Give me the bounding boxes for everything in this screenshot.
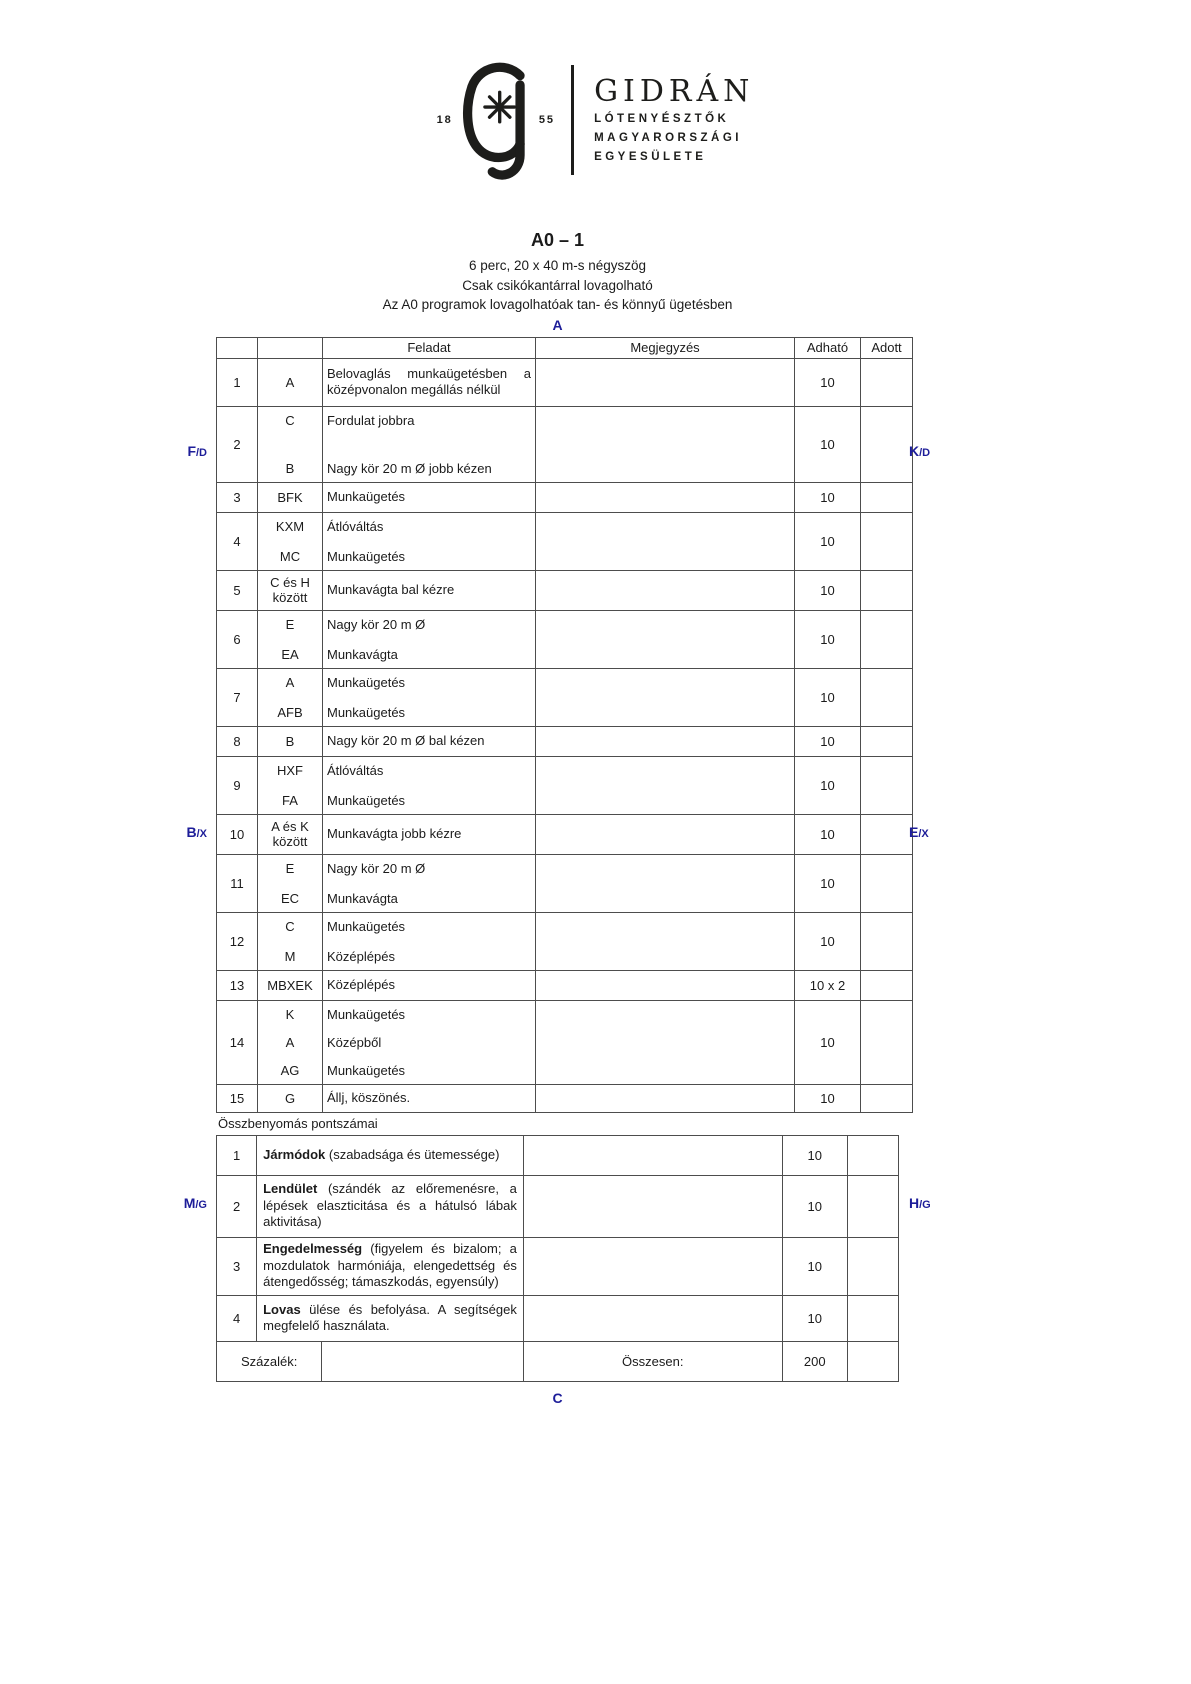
row-number: 6 (217, 610, 258, 668)
movement-task: Átlóváltás (327, 762, 384, 778)
szazalek-value (322, 1341, 524, 1381)
movement-task: Belovaglás munkaügetésben a középvonalon megállás nélkül (323, 358, 536, 406)
movement-task-cell (323, 912, 536, 970)
arena-marker-h: H/G (909, 1194, 931, 1211)
overall-note (523, 1135, 782, 1175)
overall-row-number: 3 (217, 1237, 257, 1295)
row-adhato: 10 (795, 668, 861, 726)
movement-letter: A (285, 674, 295, 690)
movement-letter: AFB (277, 704, 303, 720)
header-megjegyzes: Megjegyzés (536, 337, 795, 358)
movement-task: Munkaügetés (327, 548, 406, 564)
overall-adhato: 10 (782, 1237, 847, 1295)
logo-mark (437, 56, 556, 184)
letter-stack (258, 855, 322, 912)
test-title: A0 – 1 (530, 230, 585, 250)
overall-adott (847, 1135, 898, 1175)
row-number: 12 (217, 912, 258, 970)
logo (0, 56, 1191, 184)
movement-task: Munkaügetés (327, 704, 406, 720)
table-row (217, 912, 913, 970)
row-note (536, 756, 795, 814)
movement-task: Fordulat jobbra (327, 412, 415, 428)
table-row (217, 482, 913, 512)
row-adhato: 10 (795, 1084, 861, 1112)
table-row (217, 512, 913, 570)
letter-stack (258, 407, 322, 482)
movement-letter-cell (258, 854, 323, 912)
logo-divider (571, 65, 574, 175)
osszesen-label: Összesen: (523, 1341, 782, 1381)
movement-letter: B (285, 460, 295, 476)
row-adott (861, 1084, 913, 1112)
movement-task-cell (323, 756, 536, 814)
movement-letter: FA (282, 792, 298, 808)
row-number: 1 (217, 358, 258, 406)
row-adott (861, 756, 913, 814)
row-note (536, 814, 795, 854)
movement-task: Középből (327, 1034, 382, 1050)
table-row (217, 358, 913, 406)
logo-subtitle-line: EGYESÜLETE (594, 150, 707, 163)
row-note (536, 668, 795, 726)
task-stack (323, 669, 535, 726)
monogram-g-star-icon (459, 56, 533, 184)
arena-marker-e: E/X (909, 823, 929, 840)
movement-task-cell (323, 406, 536, 482)
movement-task: Nagy kör 20 m Ø (327, 860, 426, 876)
main-table-body (217, 358, 913, 1112)
row-number: 8 (217, 726, 258, 756)
movement-letter: C (285, 918, 295, 934)
overall-description-lead: Lovas (263, 1301, 301, 1317)
overall-adhato: 10 (782, 1135, 847, 1175)
movement-letter: A és K között (258, 814, 323, 854)
row-adhato: 10 (795, 814, 861, 854)
movement-task-cell (323, 668, 536, 726)
movement-task: Munkaügetés (327, 792, 406, 808)
movement-task: Munkavágta (327, 890, 398, 906)
table-row (217, 668, 913, 726)
logo-subtitle-line: LÓTENYÉSZTŐK (594, 112, 730, 125)
table-row (217, 1000, 913, 1084)
overall-adott (847, 1295, 898, 1341)
document-content (183, 230, 931, 1408)
movement-task: Munkavágta jobb kézre (323, 814, 536, 854)
row-adott (861, 482, 913, 512)
row-adhato: 10 (795, 358, 861, 406)
overall-row (217, 1237, 899, 1295)
szazalek-label: Százalék: (217, 1341, 322, 1381)
movement-task: Munkaügetés (327, 674, 406, 690)
overall-adhato: 10 (782, 1175, 847, 1237)
row-adott (861, 726, 913, 756)
row-number: 14 (217, 1000, 258, 1084)
overall-description: Jármódok (szabadsága és ütemessége) (257, 1135, 524, 1175)
table-row (217, 814, 913, 854)
movement-letter: C (285, 412, 295, 428)
movement-letter: B (258, 726, 323, 756)
letter-stack (258, 913, 322, 970)
overall-row (217, 1175, 899, 1237)
row-adhato: 10 (795, 726, 861, 756)
row-adhato: 10 (795, 912, 861, 970)
table-header-row (217, 337, 913, 358)
row-adhato: 10 (795, 854, 861, 912)
test-subtitle-line: Csak csikókantárral lovagolható (462, 277, 653, 293)
arena-marker-m: M/G (183, 1194, 207, 1211)
task-stack (323, 611, 535, 668)
overall-description-lead: Engedelmesség (263, 1241, 363, 1257)
test-subtitle-line: 6 perc, 20 x 40 m-s négyszög (468, 258, 647, 273)
movement-letter: KXM (275, 518, 305, 534)
overall-description: Lendület (szándék az előremenésre, a lépések elaszticitása és a hátulsó lábak aktivitása) (257, 1175, 524, 1237)
letter-stack (258, 611, 322, 668)
movement-task: Munkaügetés (327, 1006, 406, 1022)
overall-note (523, 1295, 782, 1341)
movement-letter: A (258, 358, 323, 406)
overall-row (217, 1135, 899, 1175)
overall-note (523, 1237, 782, 1295)
row-note (536, 512, 795, 570)
row-adott (861, 358, 913, 406)
overall-description: Lovas ülése és befolyása. A segítségek megfelelő használata. (257, 1295, 524, 1341)
row-adhato: 10 (795, 610, 861, 668)
logo-year-left: 18 (436, 114, 453, 126)
movement-letter-cell (258, 512, 323, 570)
row-adhato: 10 (795, 482, 861, 512)
movement-letter: MC (279, 548, 301, 564)
row-note (536, 912, 795, 970)
movement-task: Munkavágta (327, 646, 398, 662)
overall-row-number: 1 (217, 1135, 257, 1175)
row-adott (861, 854, 913, 912)
header-letter (258, 337, 323, 358)
movement-task-cell (323, 1000, 536, 1084)
row-adott (861, 570, 913, 610)
movement-task: Munkaügetés (327, 1062, 406, 1078)
movement-letter: E (285, 860, 295, 876)
movement-letter-cell (258, 610, 323, 668)
row-number: 3 (217, 482, 258, 512)
row-number: 7 (217, 668, 258, 726)
movement-letter: M (284, 948, 296, 964)
header-adott: Adott (861, 337, 913, 358)
total-points: 200 (782, 1341, 847, 1381)
movement-task: Nagy kör 20 m Ø (327, 616, 426, 632)
table-row (217, 1084, 913, 1112)
overall-row (217, 1295, 899, 1341)
overall-adhato: 10 (782, 1295, 847, 1341)
task-stack (323, 757, 535, 814)
movement-task-cell (323, 512, 536, 570)
movement-letter: E (285, 616, 295, 632)
overall-description-lead: Lendület (263, 1181, 318, 1197)
test-subtitle-line: Az A0 programok lovagolhatóak tan- és könnyű ügetésben (382, 297, 733, 312)
table-row (217, 610, 913, 668)
overall-adott (847, 1237, 898, 1295)
movement-letter-cell (258, 912, 323, 970)
movement-task: Középlépés (327, 948, 395, 964)
table-row (217, 406, 913, 482)
overall-row-number: 4 (217, 1295, 257, 1341)
movement-task-cell (323, 854, 536, 912)
overall-row-number: 2 (217, 1175, 257, 1237)
task-stack (323, 407, 535, 482)
movement-task: Munkaügetés (327, 918, 406, 934)
row-note (536, 1084, 795, 1112)
movements-table (216, 337, 913, 1113)
table-row (217, 726, 913, 756)
header-adhato: Adható (795, 337, 861, 358)
movement-letter-cell (258, 1000, 323, 1084)
arena-marker-b: B/X (186, 823, 207, 840)
row-note (536, 570, 795, 610)
row-note (536, 1000, 795, 1084)
row-note (536, 358, 795, 406)
task-stack (323, 1001, 535, 1084)
row-adhato: 10 (795, 570, 861, 610)
row-number: 11 (217, 854, 258, 912)
movement-letter: C és H között (258, 570, 323, 610)
movement-task-cell (323, 610, 536, 668)
row-note (536, 482, 795, 512)
movement-letter: G (258, 1084, 323, 1112)
row-number: 13 (217, 970, 258, 1000)
row-number: 10 (217, 814, 258, 854)
movement-letter: A (285, 1034, 295, 1050)
row-adott (861, 970, 913, 1000)
table-row (217, 854, 913, 912)
row-number: 5 (217, 570, 258, 610)
logo-name: GIDRÁN (594, 73, 755, 109)
letter-stack (258, 757, 322, 814)
letter-stack (258, 1001, 322, 1084)
row-adott (861, 512, 913, 570)
movement-task: Állj, köszönés. (323, 1084, 536, 1112)
row-number: 2 (217, 406, 258, 482)
overall-section-label: Összbenyomás pontszámai (218, 1115, 378, 1131)
overall-description-lead: Jármódok (263, 1146, 326, 1162)
movement-task: Átlóváltás (327, 518, 384, 534)
movement-letter-cell (258, 668, 323, 726)
row-adhato: 10 x 2 (795, 970, 861, 1000)
row-note (536, 854, 795, 912)
row-adhato: 10 (795, 512, 861, 570)
header-num (217, 337, 258, 358)
movement-task: Munkaügetés (323, 482, 536, 512)
row-adott (861, 668, 913, 726)
overall-description: Engedelmesség (figyelem és bizalom; a mozdulatok harmóniája, elengedettség és átengedősség; támaszkodás, egyensúly) (257, 1237, 524, 1295)
overall-note (523, 1175, 782, 1237)
row-number: 15 (217, 1084, 258, 1112)
task-stack (323, 913, 535, 970)
movement-task: Nagy kör 20 m Ø bal kézen (323, 726, 536, 756)
row-adhato: 10 (795, 756, 861, 814)
overall-table (216, 1135, 899, 1382)
tables-wrap (183, 337, 931, 1382)
movement-task: Nagy kör 20 m Ø jobb kézen (327, 460, 492, 476)
row-note (536, 610, 795, 668)
row-number: 4 (217, 512, 258, 570)
movement-letter: MBXEK (258, 970, 323, 1000)
row-adhato: 10 (795, 406, 861, 482)
movement-letter: HXF (277, 762, 303, 778)
movement-letter: K (285, 1006, 295, 1022)
row-adott (861, 406, 913, 482)
arena-marker-a: A (552, 316, 563, 333)
arena-marker-f: F/D (187, 442, 207, 459)
arena-marker-k: K/D (909, 442, 931, 459)
row-adott (861, 610, 913, 668)
logo-year-right: 55 (538, 114, 556, 126)
movement-letter: EA (281, 646, 299, 662)
row-note (536, 970, 795, 1000)
movement-letter: EC (280, 890, 300, 906)
movement-task: Középlépés (323, 970, 536, 1000)
overall-table-body (217, 1135, 899, 1381)
summary-row (217, 1341, 899, 1381)
row-number: 9 (217, 756, 258, 814)
movement-letter-cell (258, 406, 323, 482)
task-stack (323, 513, 535, 570)
movement-letter-cell (258, 756, 323, 814)
row-adott (861, 814, 913, 854)
header-feladat: Feladat (323, 337, 536, 358)
row-note (536, 406, 795, 482)
row-adhato: 10 (795, 1000, 861, 1084)
total-adott (847, 1341, 898, 1381)
logo-text (594, 73, 755, 165)
letter-stack (258, 669, 322, 726)
logo-subtitle-line: MAGYARORSZÁGI (594, 131, 743, 144)
row-note (536, 726, 795, 756)
table-row (217, 970, 913, 1000)
row-adott (861, 912, 913, 970)
table-row (217, 756, 913, 814)
arena-marker-c: C (552, 1389, 563, 1406)
overall-adott (847, 1175, 898, 1237)
movement-task: Munkavágta bal kézre (323, 570, 536, 610)
task-stack (323, 855, 535, 912)
movement-letter: BFK (258, 482, 323, 512)
table-row (217, 570, 913, 610)
movement-letter: AG (280, 1062, 300, 1078)
letter-stack (258, 513, 322, 570)
row-adott (861, 1000, 913, 1084)
